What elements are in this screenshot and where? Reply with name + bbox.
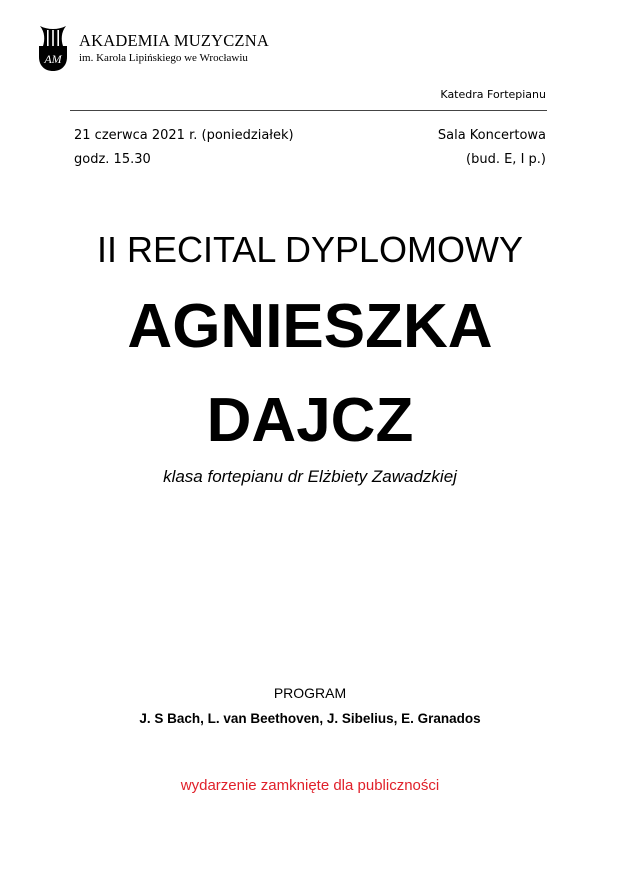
performer-first-name: AGNIESZKA bbox=[127, 292, 493, 361]
svg-text:AM: AM bbox=[44, 52, 62, 66]
academy-logo-text bbox=[79, 32, 269, 65]
academy-name: AKADEMIA MUZYCZNA bbox=[79, 31, 269, 50]
academy-subtitle: im. Karola Lipińskiego we Wrocławiu bbox=[79, 52, 248, 64]
department-label: Katedra Fortepianu bbox=[440, 88, 546, 101]
event-date: 21 czerwca 2021 r. (poniedziałek) bbox=[74, 128, 294, 143]
class-info: klasa fortepianu dr Elżbiety Zawadzkiej bbox=[163, 467, 457, 486]
lyre-icon bbox=[36, 24, 70, 72]
program-heading: PROGRAM bbox=[273, 685, 347, 701]
header-divider bbox=[70, 110, 547, 111]
event-datetime bbox=[74, 124, 294, 172]
venue-detail: (bud. E, I p.) bbox=[466, 152, 546, 167]
event-venue bbox=[438, 124, 546, 172]
venue-name: Sala Koncertowa bbox=[437, 128, 546, 143]
event-time: godz. 15.30 bbox=[74, 152, 151, 167]
closed-event-notice: wydarzenie zamknięte dla publiczności bbox=[180, 777, 440, 794]
performer-last-name: DAJCZ bbox=[206, 386, 414, 455]
recital-title: II RECITAL DYPLOMOWY bbox=[96, 229, 524, 270]
program-composers: J. S Bach, L. van Beethoven, J. Sibelius, E. Granados bbox=[139, 711, 481, 726]
